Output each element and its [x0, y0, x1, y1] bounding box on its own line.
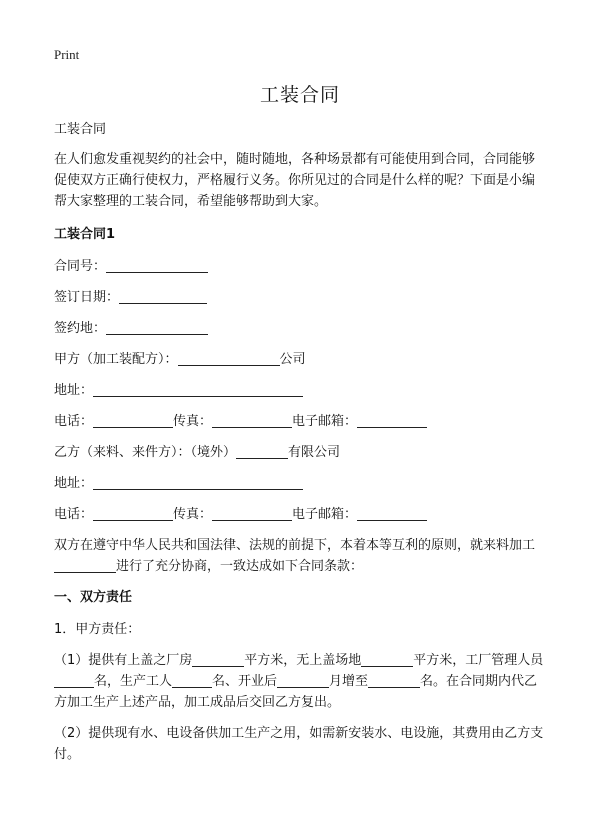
party-a-responsibility-title: 1．甲方责任： — [54, 622, 141, 637]
party-b-address-field — [54, 473, 546, 495]
increase-blank — [368, 673, 420, 688]
email-blank — [357, 506, 427, 521]
document-body — [54, 119, 546, 775]
agreement-paragraph — [54, 535, 546, 577]
factory-area-blank — [192, 652, 244, 667]
party-a-field — [54, 349, 546, 371]
fax-label: 传真： — [173, 414, 213, 429]
email-label: 电子邮箱： — [292, 507, 358, 522]
sign-date-label: 签订日期： — [54, 290, 120, 305]
print-link[interactable]: Print — [54, 47, 80, 62]
phone-blank — [93, 413, 173, 428]
contract-number-field — [54, 256, 546, 278]
item1-text-2: 平方米，无上盖场地 — [244, 653, 362, 668]
phone-label: 电话： — [54, 507, 94, 522]
email-blank — [357, 413, 427, 428]
doc-subtitle: 工装合同 — [54, 122, 107, 137]
party-a-blank — [178, 351, 280, 366]
months-blank — [277, 673, 329, 688]
party-a-contact-field — [54, 411, 546, 433]
sign-place-blank — [106, 320, 208, 335]
sign-date-blank — [119, 289, 207, 304]
responsibility-heading: 一、双方责任 — [54, 590, 133, 605]
item1-text-1: （1）提供有上盖之厂房 — [54, 653, 193, 668]
fax-blank — [212, 413, 292, 428]
email-label: 电子邮箱： — [292, 414, 358, 429]
party-b-label: 乙方（来料、来件方）：（境外） — [54, 445, 237, 460]
workers-blank — [172, 673, 212, 688]
item1-text-3: 平方米，工厂管理人员 — [413, 653, 544, 668]
fax-blank — [212, 506, 292, 521]
processing-blank — [54, 558, 116, 573]
fax-label: 传真： — [173, 507, 213, 522]
phone-blank — [93, 506, 173, 521]
address-label: 地址： — [54, 476, 94, 491]
party-b-field — [54, 442, 546, 464]
party-b-contact-field — [54, 504, 546, 526]
address-label: 地址： — [54, 383, 94, 398]
item1-text-5: 名、开业后 — [212, 674, 278, 689]
party-a-label: 甲方（加工装配方）： — [54, 352, 178, 367]
contract-number-blank — [106, 258, 208, 273]
party-b-address-blank — [93, 475, 303, 490]
responsibility-item-2: （2）提供现有水、电设备供加工生产之用，如需新安装水、电设施，其费用由乙方支付。 — [54, 726, 544, 762]
intro-paragraph: 在人们愈发重视契约的社会中，随时随地，各种场景都有可能使用到合同，合同能够促使双方正确行使权力，严格履行义务。你所见过的合同是什么样的呢？下面是小编帮大家整理的工装合同，希望能够帮助到大家。 — [54, 152, 536, 209]
sign-date-field — [54, 287, 546, 309]
party-a-suffix: 公司 — [279, 352, 306, 367]
party-a-address-blank — [93, 382, 303, 397]
page-title: 工装合同 — [259, 84, 340, 106]
party-b-suffix: 有限公司 — [288, 445, 341, 460]
sign-place-field — [54, 318, 546, 340]
responsibility-item-1 — [54, 650, 546, 713]
managers-blank — [54, 673, 94, 688]
section-heading: 工装合同1 — [54, 227, 116, 242]
item1-text-6: 月增至 — [329, 674, 369, 689]
open-area-blank — [361, 652, 413, 667]
party-a-address-field — [54, 380, 546, 402]
party-b-blank — [236, 444, 288, 459]
contract-number-label: 合同号： — [54, 259, 107, 274]
agreement-text-b: 进行了充分协商，一致达成如下合同条款： — [116, 559, 364, 574]
item1-text-7: 名。在合同期内代乙方加工生产上述产品，加工成品后交回乙方复出。 — [54, 674, 538, 710]
phone-label: 电话： — [54, 414, 94, 429]
sign-place-label: 签约地： — [54, 321, 107, 336]
item1-text-4: 名，生产工人 — [94, 674, 173, 689]
agreement-text-a: 双方在遵守中华人民共和国法律、法规的前提下，本着本等互利的原则，就来料加工 — [54, 538, 536, 553]
